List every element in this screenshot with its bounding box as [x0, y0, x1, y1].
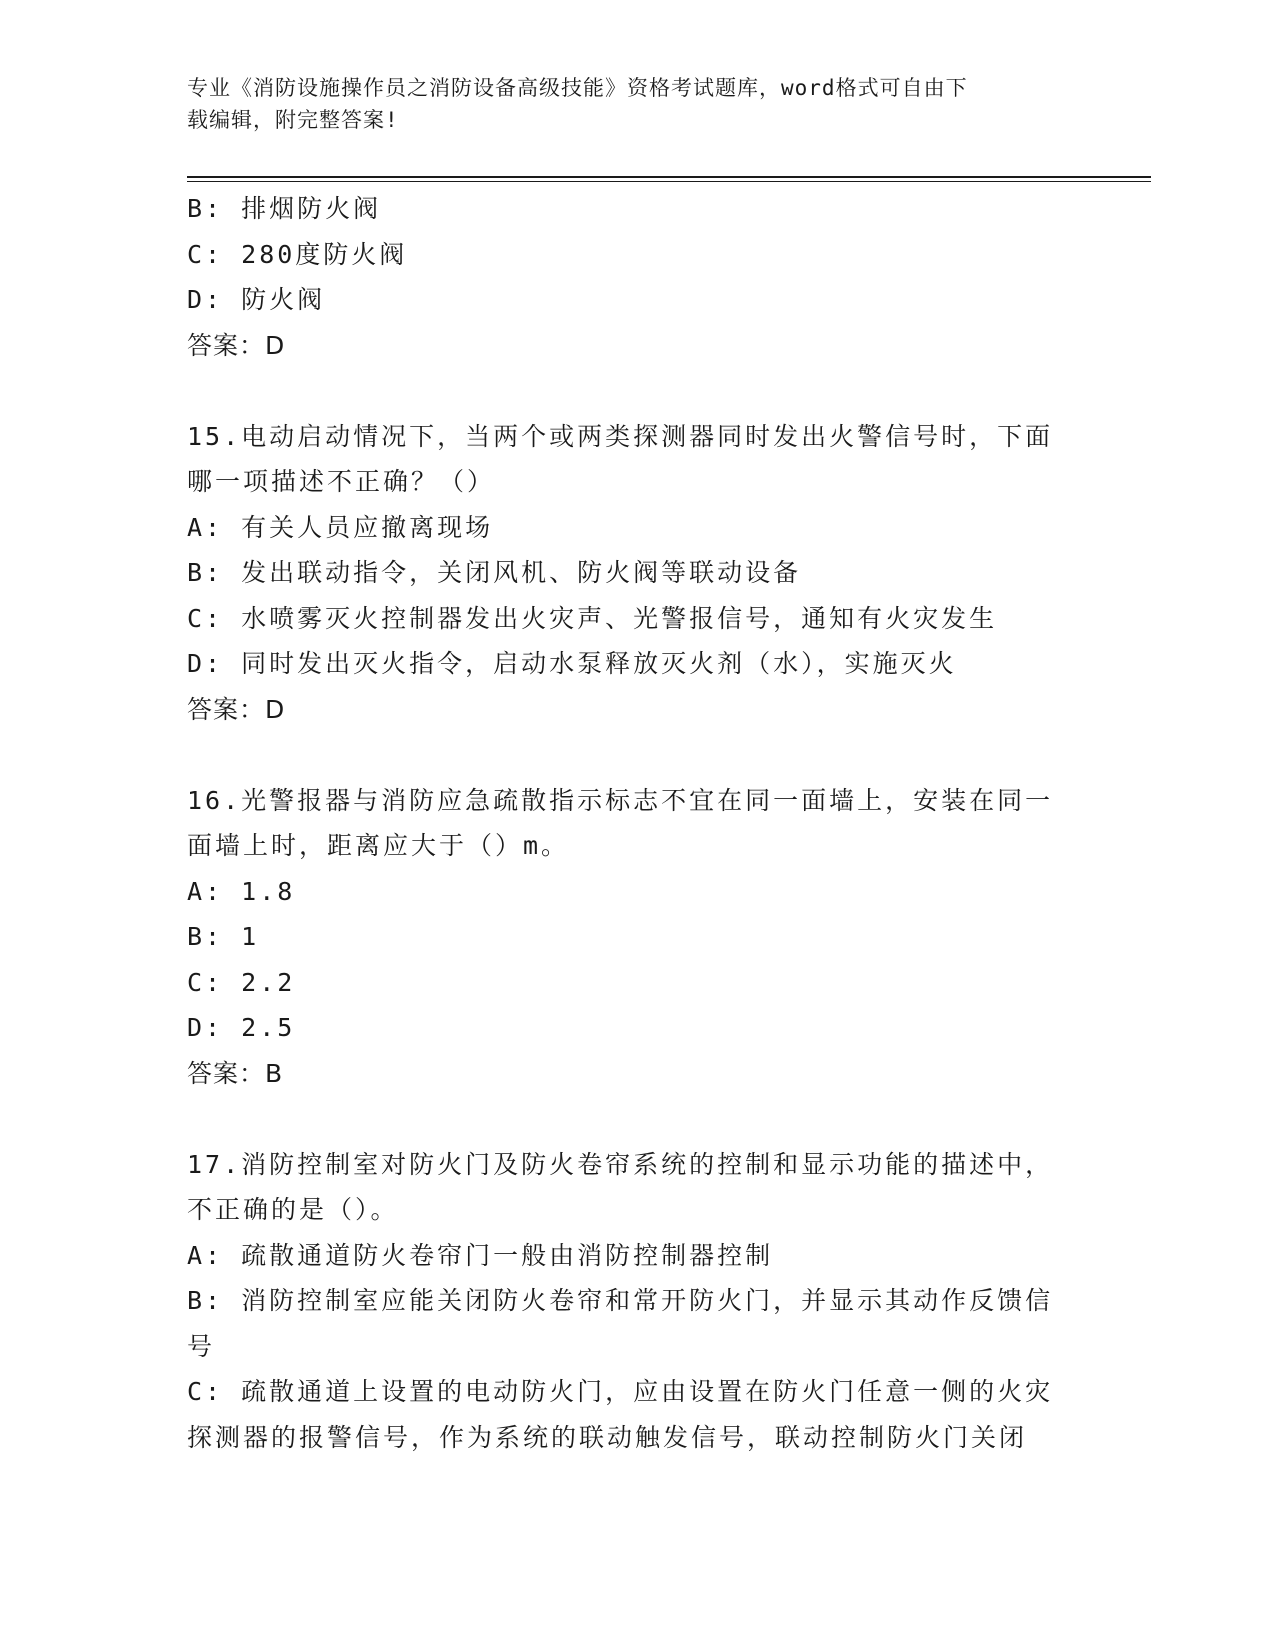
spacer — [187, 368, 1067, 414]
option-b: B: 排烟防火阀 — [187, 194, 382, 223]
answer: 答案：D — [187, 330, 286, 360]
option-c: C: 280度防火阀 — [187, 239, 408, 269]
document-header — [187, 72, 1067, 136]
question-stem: 面墙上时，距离应大于（）m。 — [187, 831, 570, 860]
header-rule-thin — [187, 181, 1151, 182]
option-d: D: 防火阀 — [187, 285, 326, 314]
option-c-continued: 探测器的报警信号，作为系统的联动触发信号，联动控制防火门关闭 — [187, 1422, 1028, 1452]
header-line-1: 专业《消防设施操作员之消防设备高级技能》资格考试题库，word格式可自由下 — [187, 76, 968, 100]
question-16 — [187, 778, 1067, 1097]
option-a: A: 1.8 — [187, 876, 296, 906]
question-stem: 15.电动启动情况下，当两个或两类探测器同时发出火警信号时，下面 — [187, 421, 1054, 451]
spacer — [187, 732, 1067, 778]
option-b: B: 消防控制室应能关闭防火卷帘和常开防火门，并显示其动作反馈信 — [187, 1286, 1054, 1315]
header-rule-thick — [187, 176, 1151, 178]
question-stem: 哪一项描述不正确？（） — [187, 467, 496, 496]
option-a: A: 疏散通道防火卷帘门一般由消防控制器控制 — [187, 1240, 774, 1270]
spacer — [187, 1096, 1067, 1142]
question-14-tail — [187, 186, 1067, 368]
question-stem: 16.光警报器与消防应急疏散指示标志不宜在同一面墙上，安装在同一 — [187, 785, 1054, 815]
option-c: C: 水喷雾灭火控制器发出火灾声、光警报信号，通知有火灾发生 — [187, 603, 998, 633]
question-15 — [187, 414, 1067, 733]
answer: 答案：D — [187, 694, 286, 724]
answer: 答案：B — [187, 1058, 284, 1088]
option-a: A: 有关人员应撤离现场 — [187, 512, 494, 542]
question-stem: 不正确的是（）。 — [187, 1195, 399, 1224]
option-c: C: 疏散通道上设置的电动防火门，应由设置在防火门任意一侧的火灾 — [187, 1377, 1054, 1406]
option-d: D: 同时发出灭火指令，启动水泵释放灭火剂（水），实施灭火 — [187, 649, 957, 678]
question-stem: 17.消防控制室对防火门及防火卷帘系统的控制和显示功能的描述中， — [187, 1149, 1054, 1179]
question-list — [187, 186, 1067, 1460]
option-b: B: 发出联动指令，关闭风机、防火阀等联动设备 — [187, 558, 802, 587]
option-c: C: 2.2 — [187, 967, 296, 997]
option-b-continued: 号 — [187, 1331, 216, 1361]
option-b: B: 1 — [187, 922, 260, 951]
header-line-2: 载编辑，附完整答案! — [187, 108, 399, 132]
question-17 — [187, 1142, 1067, 1461]
option-d: D: 2.5 — [187, 1013, 296, 1042]
